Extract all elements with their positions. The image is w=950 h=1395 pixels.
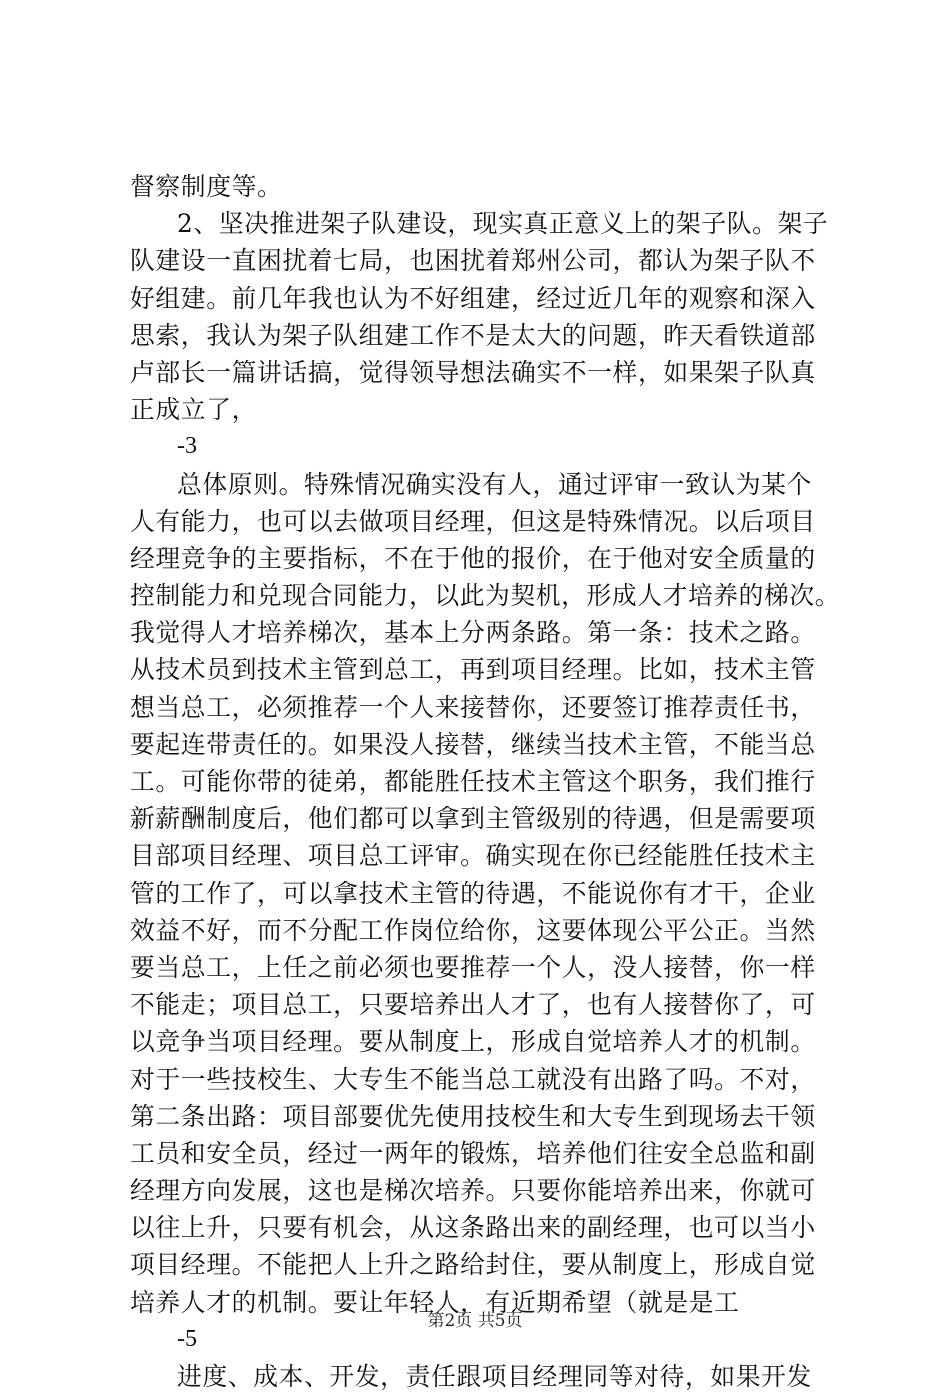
text-line: 督察制度等。 xyxy=(130,172,283,201)
text-line: 经理方向发展，这也是梯次培养。只要你能培养出来，你就可 xyxy=(130,1176,816,1206)
paragraph-start-line: 进度、成本、开发，责任跟项目经理同等对待，如果开发 xyxy=(177,1362,812,1391)
text-line: 培养人才的机制。要让年轻人，有近期希望（就是是工 xyxy=(130,1287,740,1317)
text-line: 队建设一直困扰着七局，也困扰着郑州公司，都认为架子队不 xyxy=(130,246,816,276)
text-line: 要当总工，上任之前必须也要推荐一个人，没人接替，你一样 xyxy=(130,952,816,982)
paragraph-start-line: 总体原则。特殊情况确实没有人，通过评审一致认为某个 xyxy=(177,469,812,499)
document-body xyxy=(130,168,840,1395)
paragraph-start-line: 2、坚决推进架子队建设，现实真正意义上的架子队。架子 xyxy=(177,209,829,239)
text-line: 管的工作了，可以拿技术主管的待遇，不能说你有才干，企业 xyxy=(130,878,816,908)
text-line: 控制能力和兑现合同能力，以此为契机，形成人才培养的梯次。 xyxy=(130,581,841,611)
text-line: 新薪酬制度后，他们都可以拿到主管级别的待遇，但是需要项 xyxy=(130,804,816,834)
text-line: 经理竞争的主要指标，不在于他的报价，在于他对安全质量的 xyxy=(130,543,816,573)
text-line: 项目经理。不能把人上升之路给封住，要从制度上，形成自觉 xyxy=(130,1250,816,1280)
text-line: 第二条出路：项目部要优先使用技校生和大专生到现场去干领 xyxy=(130,1101,816,1131)
page-break-marker: -5 xyxy=(177,1325,197,1352)
text-line: 人有能力，也可以去做项目经理，但这是特殊情况。以后项目 xyxy=(130,506,816,536)
text-line: 思索，我认为架子队组建工作不是太大的问题，昨天看铁道部 xyxy=(130,320,816,350)
text-line: 以竞争当项目经理。要从制度上，形成自觉培养人才的机制。 xyxy=(130,1027,816,1057)
text-line: 我觉得人才培养梯次，基本上分两条路。第一条：技术之路。 xyxy=(130,618,816,648)
text-line: 想当总工，必须推荐一个人来接替你，还要签订推荐责任书， xyxy=(130,692,816,722)
text-line: 正成立了， xyxy=(130,395,257,425)
page-footer: 第2页 共5页 xyxy=(427,1311,523,1331)
text-line: 目部项目经理、项目总工评审。确实现在你已经能胜任技术主 xyxy=(130,841,816,871)
text-line: 从技术员到技术主管到总工，再到项目经理。比如，技术主管 xyxy=(130,655,816,685)
text-line: 工。可能你带的徒弟，都能胜任技术主管这个职务，我们推行 xyxy=(130,767,816,796)
text-line: 工员和安全员，经过一两年的锻炼，培养他们往安全总监和副 xyxy=(130,1138,816,1168)
text-line: 效益不好，而不分配工作岗位给你，这要体现公平公正。当然 xyxy=(130,915,816,945)
text-line: 不能走；项目总工，只要培养出人才了，也有人接替你了，可 xyxy=(130,990,816,1020)
text-line: 要起连带责任的。如果没人接替，继续当技术主管，不能当总 xyxy=(130,729,816,759)
text-line: 好组建。前几年我也认为不好组建，经过近几年的观察和深入 xyxy=(130,283,816,313)
text-line: 卢部长一篇讲话搞，觉得领导想法确实不一样，如果架子队真 xyxy=(130,357,816,387)
text-line: 对于一些技校生、大专生不能当总工就没有出路了吗。不对， xyxy=(130,1064,816,1094)
page-break-marker: -3 xyxy=(177,433,197,460)
text-line: 以往上升，只要有机会，从这条路出来的副经理，也可以当小 xyxy=(130,1213,816,1243)
